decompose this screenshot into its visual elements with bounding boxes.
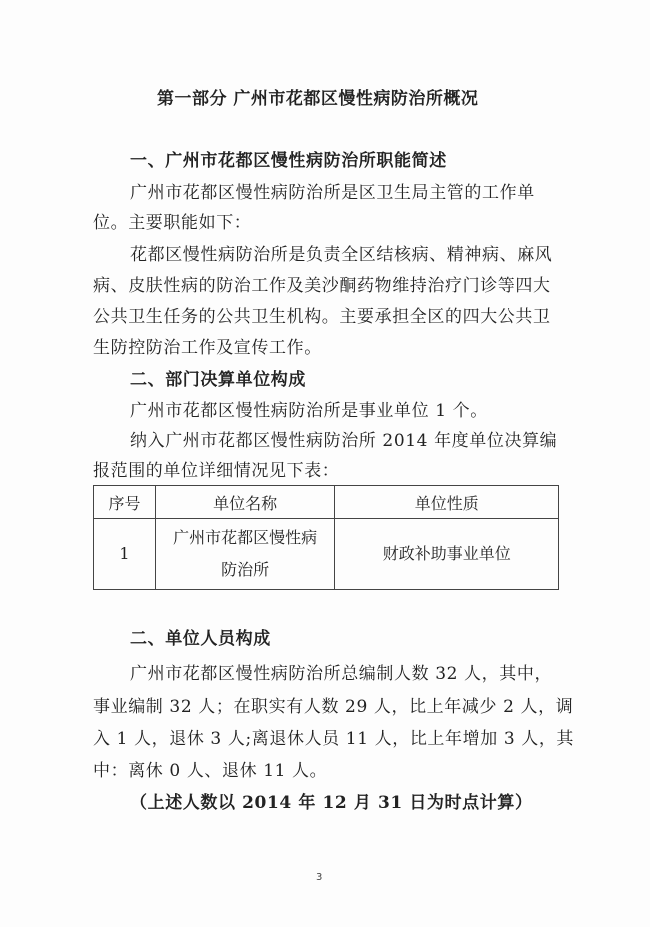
section-3-line-1: 广州市花都区慢性病防治所总编制人数 32 人，其中，	[130, 664, 553, 684]
page-title: 第一部分 广州市花都区慢性病防治所概况	[157, 89, 479, 109]
section-2-heading: 二、部门决算单位构成	[130, 370, 306, 390]
table-cell-type: 财政补助事业单位	[335, 519, 559, 590]
table-cell-name	[155, 519, 335, 590]
table-cell-no: 1	[94, 519, 156, 590]
section-3-note: （上述人数以 2014 年 12 月 31 日为时点计算）	[130, 793, 533, 813]
table-cell-name-line-2: 防治所	[221, 560, 270, 579]
table-header-row	[94, 486, 559, 519]
section-3-line-3: 入 1 人，退休 3 人;离退休人员 11 人，比上年增加 3 人，其	[93, 729, 575, 749]
section-1-paragraph-1-line-2: 位。主要职能如下：	[93, 213, 252, 233]
section-3-line-4: 中：离休 0 人、退休 11 人。	[93, 761, 328, 781]
section-3-line-2: 事业编制 32 人；在职实有人数 29 人，比上年减少 2 人，调	[93, 697, 574, 717]
table-header-type: 单位性质	[335, 486, 559, 519]
table-header-name: 单位名称	[155, 486, 335, 519]
section-3-heading: 二、单位人员构成	[130, 629, 271, 649]
section-2-paragraph-1: 广州市花都区慢性病防治所是事业单位 1 个。	[130, 401, 488, 421]
section-1-paragraph-2-line-4: 生防控防治工作及宣传工作。	[93, 338, 322, 358]
section-2-paragraph-2-line-1: 纳入广州市花都区慢性病防治所 2014 年度单位决算编	[130, 431, 558, 451]
section-1-heading: 一、广州市花都区慢性病防治所职能简述	[130, 151, 447, 171]
unit-table	[93, 485, 559, 590]
page-number: 3	[316, 872, 323, 883]
section-1-paragraph-1-line-1: 广州市花都区慢性病防治所是区卫生局主管的工作单	[130, 183, 535, 203]
section-1-paragraph-2-line-1: 花都区慢性病防治所是负责全区结核病、精神病、麻风	[130, 245, 553, 265]
section-1-paragraph-2-line-2: 病、皮肤性病的防治工作及美沙酮药物维持治疗门诊等四大	[93, 276, 551, 296]
table-header-no: 序号	[94, 486, 156, 519]
table-cell-name-line-1: 广州市花都区慢性病	[173, 528, 318, 547]
section-2-paragraph-2-line-2: 报范围的单位详细情况见下表：	[93, 461, 340, 481]
section-1-paragraph-2-line-3: 公共卫生任务的公共卫生机构。主要承担全区的四大公共卫	[93, 307, 551, 327]
table-row	[94, 519, 559, 590]
